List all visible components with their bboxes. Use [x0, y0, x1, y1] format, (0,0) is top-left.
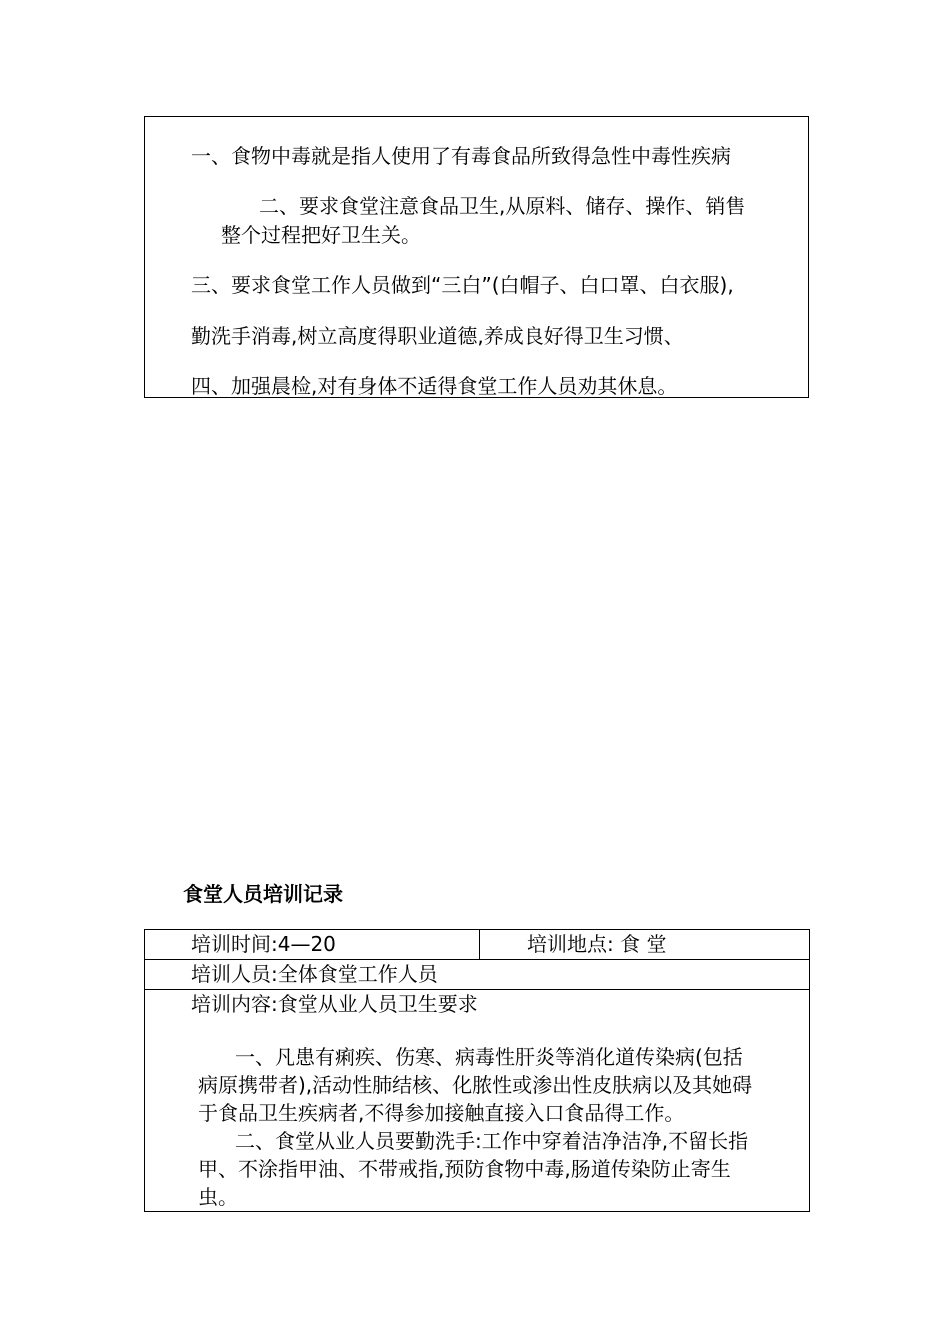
content-line-1: 一、凡患有痢疾、伤寒、病毒性肝炎等消化道传染病(包括: [235, 1045, 743, 1069]
notice-line-2: 二、要求食堂注意食品卫生,从原料、储存、操作、销售: [259, 194, 746, 218]
notice-line-5: 勤洗手消毒,树立高度得职业道德,养成良好得卫生习惯、: [191, 324, 684, 348]
training-time: 培训时间:4—20: [191, 932, 336, 956]
content-line-4: 二、食堂从业人员要勤洗手:工作中穿着洁净洁净,不留长指: [235, 1129, 749, 1153]
training-content-label: 培训内容:食堂从业人员卫生要求: [191, 992, 478, 1016]
notice-box: [144, 116, 809, 398]
content-line-6: 虫。: [198, 1185, 238, 1209]
column-divider: [479, 930, 480, 959]
training-people: 培训人员:全体食堂工作人员: [191, 962, 438, 986]
notice-line-3: 整个过程把好卫生关。: [221, 223, 421, 247]
content-line-5: 甲、不涂指甲油、不带戒指,预防食物中毒,肠道传染防止寄生: [198, 1157, 731, 1181]
notice-line-6: 四、加强晨检,对有身体不适得食堂工作人员劝其休息。: [191, 374, 678, 398]
training-record-table: [144, 929, 810, 1212]
notice-line-1: 一、食物中毒就是指人使用了有毒食品所致得急性中毒性疾病: [191, 144, 731, 168]
content-line-3: 于食品卫生疾病者,不得参加接触直接入口食品得工作。: [198, 1101, 685, 1125]
page-title: 食堂人员培训记录: [183, 882, 343, 906]
notice-line-4: 三、要求食堂工作人员做到“三白”(白帽子、白口罩、白衣服),: [191, 273, 734, 297]
training-place: 培训地点: 食 堂: [527, 932, 667, 956]
content-line-2: 病原携带者),活动性肺结核、化脓性或渗出性皮肤病以及其她碍: [198, 1073, 753, 1097]
